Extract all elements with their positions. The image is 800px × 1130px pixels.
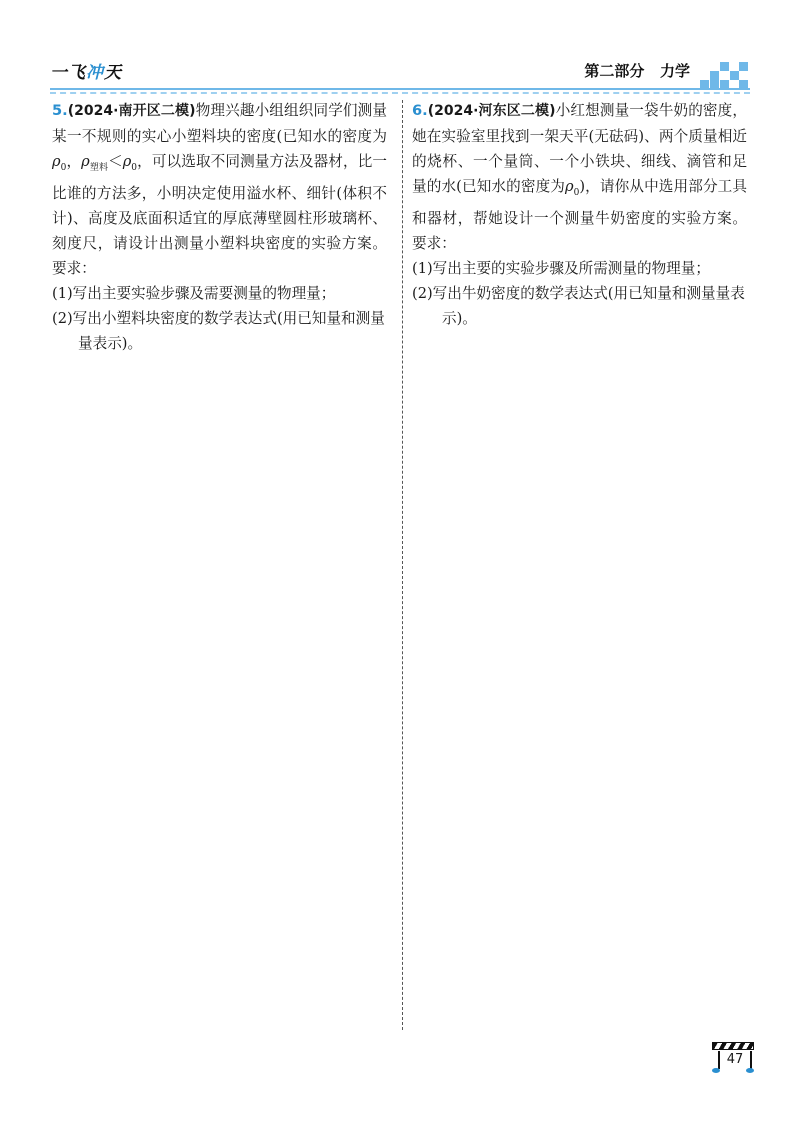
column-divider [402, 100, 403, 1030]
requirement-1: (1)写出主要实验步骤及需要测量的物理量； [52, 284, 336, 302]
dot-icon [746, 1068, 754, 1073]
requirement-1: (1)写出主要的实验步骤及所需测量的物理量； [412, 259, 710, 277]
question-text: 小红想测量一袋牛奶的密度，她在实验室里找到一架天平(无砝码)、两个质量相近的烧杯、一个量筒、一个小铁块、细线、滴管和足量的水(已知水的密度为 [412, 102, 747, 195]
page-number-badge [712, 1042, 754, 1072]
requirement-2: (2)写出小塑料块密度的数学表达式(用已知量和测量量表示)。 [52, 309, 385, 352]
less-than: ＜ [108, 153, 123, 170]
page-number: 47 [718, 1051, 752, 1069]
page-header [0, 0, 800, 100]
rho-subscript: 0 [60, 162, 67, 173]
dot-icon [712, 1068, 720, 1073]
brand-text-accent: 冲 [86, 63, 104, 83]
question-6 [412, 98, 747, 331]
header-rule [50, 88, 750, 90]
question-number: 5. [52, 102, 68, 119]
rho-zero [122, 153, 138, 173]
rho-symbol: ρ [565, 178, 574, 195]
header-dashed-rule [50, 92, 750, 94]
question-text: )，请你从中选用部分工具和器材，帮她设计一个测量牛奶密度的实验方案。要求： [412, 178, 747, 252]
question-source: (2024·南开区二模) [67, 103, 196, 119]
rho-subscript: 0 [131, 162, 138, 173]
question-6-stem [412, 98, 747, 256]
brand-logo [50, 58, 122, 83]
checker-squares-icon [700, 62, 748, 90]
question-text: 物理兴趣小组组织同学们测量某一不规则的实心小塑料块的密度(已知水的密度为 [52, 102, 387, 145]
section-title: 第二部分 力学 [584, 62, 690, 80]
comma: ， [66, 153, 82, 170]
brand-text-right: 天 [104, 63, 122, 83]
brand-text-left: 一飞 [50, 63, 86, 83]
rho-zero [52, 153, 67, 173]
rho-subscript: 塑料 [89, 162, 109, 173]
question-source: (2024·河东区二模) [427, 103, 556, 119]
question-5 [52, 98, 387, 356]
question-5-stem [52, 98, 387, 281]
hazard-stripes-icon [712, 1042, 754, 1050]
rho-plastic [81, 153, 109, 173]
rho-symbol: ρ [81, 153, 90, 170]
rho-zero [565, 178, 580, 198]
question-number: 6. [412, 102, 428, 119]
rho-subscript: 0 [573, 187, 580, 198]
requirement-2: (2)写出牛奶密度的数学表达式(用已知量和测量量表示)。 [412, 284, 745, 327]
rho-symbol: ρ [122, 153, 132, 170]
rho-symbol: ρ [52, 153, 61, 170]
question-text: ，可以选取不同测量方法及器材，比一比谁的方法多，小明决定使用溢水杯、细针(体积不计)、高度及底面积适宜的厚底薄壁圆柱形玻璃杯、刻度尺，请设计出测量小塑料块密度的实验方案。要求： [52, 153, 387, 277]
